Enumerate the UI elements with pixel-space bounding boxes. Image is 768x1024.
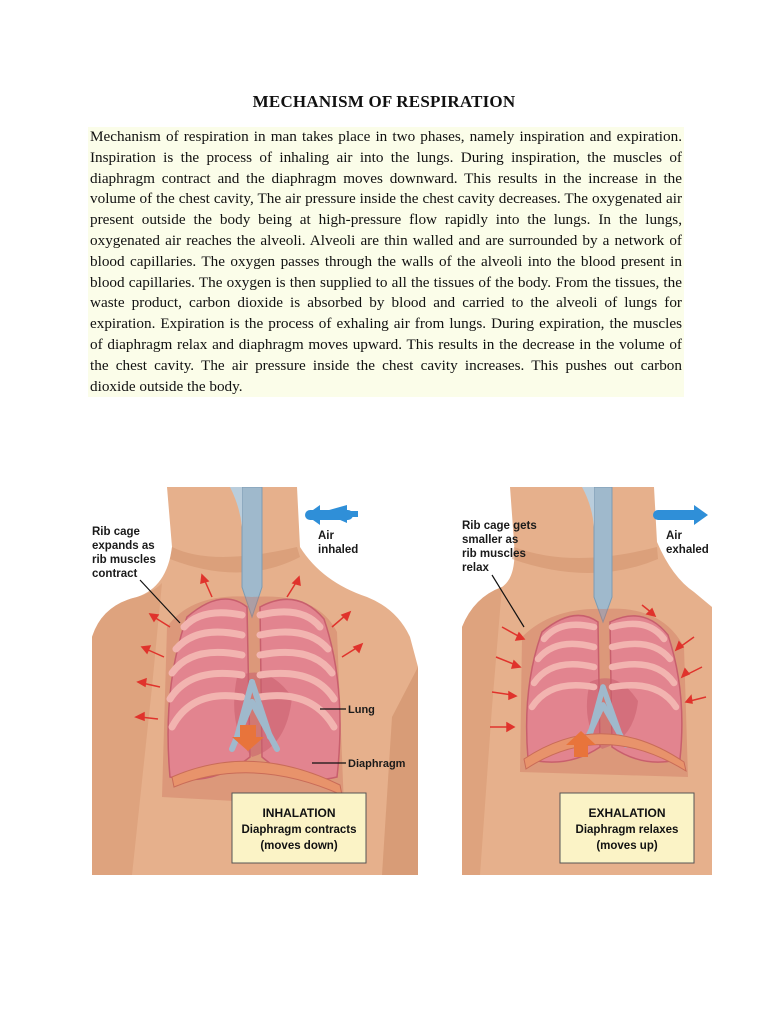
- inhalation-caption-line2: (moves down): [260, 840, 338, 852]
- rib-cage-label-line2: expands as: [92, 540, 155, 552]
- lung-label: Lung: [348, 704, 375, 716]
- page-title: MECHANISM OF RESPIRATION: [252, 92, 516, 111]
- air-exhaled-label-line2: exhaled: [666, 544, 709, 556]
- rib-cage-smaller-label-line3: rib muscles: [462, 548, 526, 560]
- inhalation-illustration: [92, 487, 418, 875]
- rib-cage-label-line3: rib muscles: [92, 554, 156, 566]
- inhalation-caption-title: INHALATION: [262, 806, 336, 820]
- exhalation-caption-line2: (moves up): [596, 840, 658, 852]
- air-exhaled-label-line1: Air: [666, 530, 682, 542]
- diaphragm-label: Diaphragm: [348, 758, 406, 770]
- body-paragraph: Mechanism of respiration in man takes place in two phases, namely inspiration and expiration. Inspiration is the process of inhaling air into the lungs. During inspiration, the muscles of diaphragm contract and the diaphragm moves downward. This results in the increase in the volume of the chest cavity, The air pressure inside the chest cavity decreases. The oxygenated air present outside the body being at high-pressure flow rapidly into the lungs. In the lungs, oxygenated air reaches the alveoli. Alveoli are thin walled and are surrounded by a network of blood capillaries. The oxygen passes through the walls of the alveoli into the blood present in blood capillaries. The oxygen is then supplied to all the tissues of the body. From the tissues, the waste product, carbon dioxide is absorbed by blood and carried to the alveoli of lungs for expiration. Expiration is the process of exhaling air from lungs. During expiration, the muscles of diaphragm relax and diaphragm moves upward. This results in the decrease in the volume of the chest cavity. The air pressure inside the chest cavity increases. This pushes out carbon dioxide outside the body.: [88, 127, 684, 397]
- rib-cage-label-line4: contract: [92, 568, 138, 580]
- exhalation-illustration: [462, 487, 712, 875]
- air-inhaled-label-line2: inhaled: [318, 544, 359, 556]
- exhalation-caption-title: EXHALATION: [588, 806, 666, 820]
- air-inhaled-label-line1: Air: [318, 530, 334, 542]
- exhalation-caption-line1: Diaphragm relaxes: [575, 824, 679, 836]
- rib-cage-label-line1: Rib cage: [92, 526, 140, 538]
- rib-cage-smaller-label-line1: Rib cage gets: [462, 520, 537, 532]
- rib-cage-smaller-label-line2: smaller as: [462, 534, 519, 546]
- rib-cage-smaller-label-line4: relax: [462, 562, 489, 574]
- trachea-right: [594, 487, 612, 622]
- exhalation-svg: [462, 487, 712, 875]
- inhalation-caption-line1: Diaphragm contracts: [241, 824, 357, 836]
- inhalation-svg: [92, 487, 418, 875]
